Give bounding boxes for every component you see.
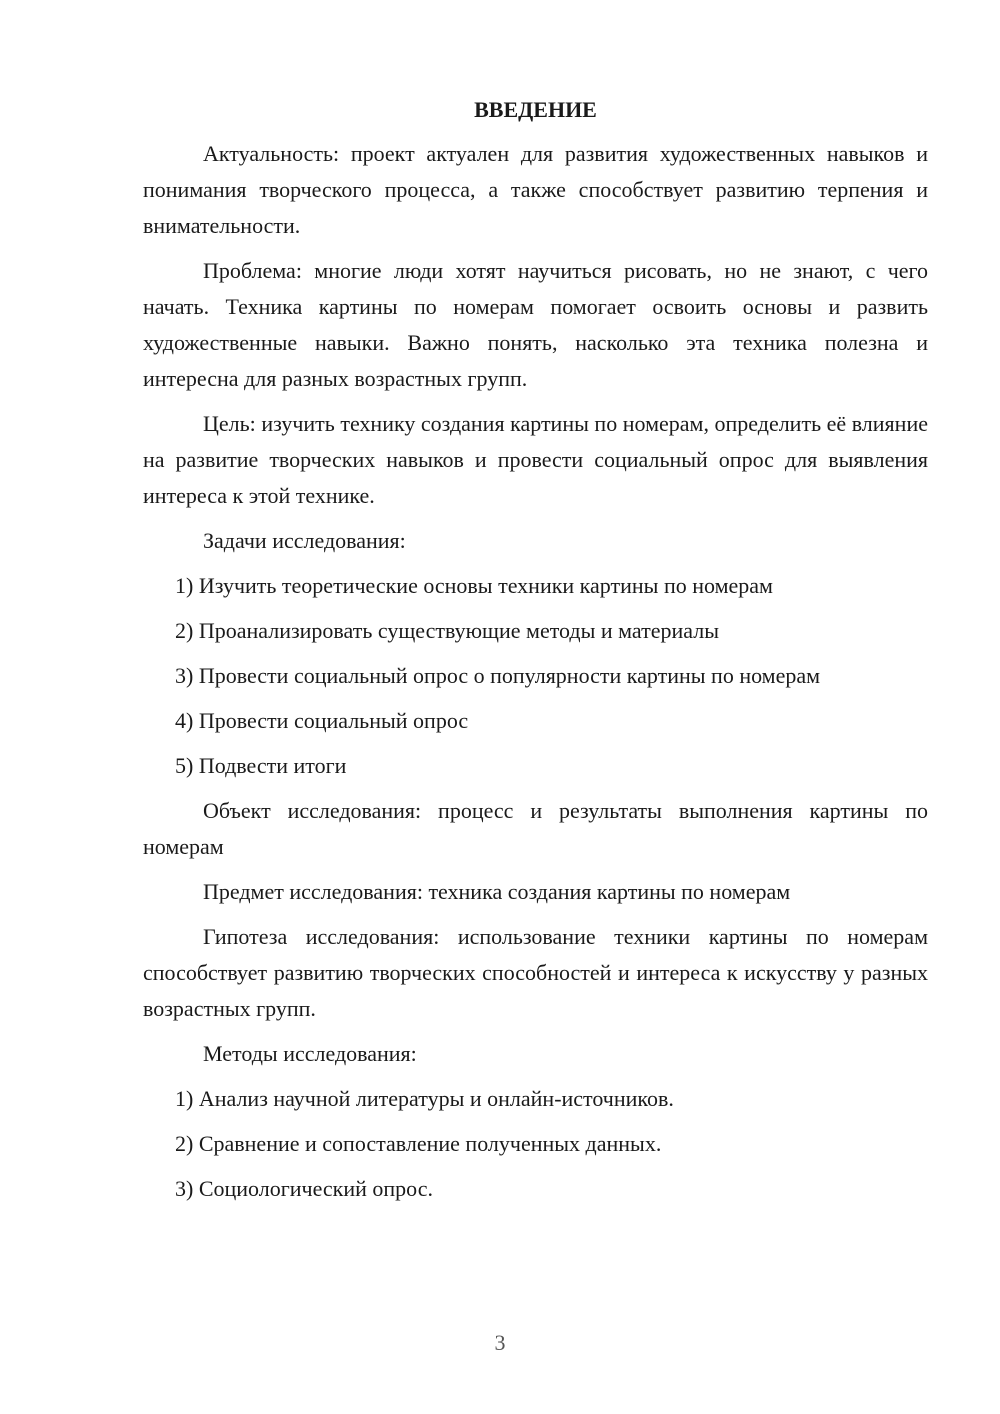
list-item: 5) Подвести итоги — [175, 753, 347, 778]
page-title: ВВЕДЕНИЕ — [474, 97, 597, 122]
relevance-paragraph: Актуальность: проект актуален для развития художественных навыков и понимания творческого процесса, а также способствует развитию терпения и внимательности. — [143, 141, 928, 238]
document-page — [143, 92, 928, 1216]
list-item: 4) Провести социальный опрос — [175, 708, 469, 733]
goal-paragraph: Цель: изучить технику создания картины по номерам, определить её влияние на развитие творческих навыков и провести социальный опрос для выявления интереса к этой технике. — [143, 411, 928, 508]
methods-list — [143, 1081, 928, 1207]
list-item: 1) Анализ научной литературы и онлайн-источников. — [175, 1086, 674, 1111]
tasks-list — [143, 568, 928, 784]
list-item: 2) Проанализировать существующие методы и материалы — [175, 618, 719, 643]
hypothesis-paragraph: Гипотеза исследования: использование техники картины по номерам способствует развитию творческих способностей и интереса к искусству у разных возрастных групп. — [143, 924, 928, 1021]
tasks-heading: Задачи исследования: — [203, 528, 406, 553]
list-item: 3) Провести социальный опрос о популярности картины по номерам — [175, 663, 821, 688]
methods-heading: Методы исследования: — [203, 1041, 417, 1066]
page-number: 3 — [494, 1330, 506, 1355]
list-item: 3) Социологический опрос. — [175, 1176, 433, 1201]
list-item: 2) Сравнение и сопоставление полученных данных. — [175, 1131, 662, 1156]
problem-paragraph: Проблема: многие люди хотят научиться рисовать, но не знают, с чего начать. Техника картины по номерам помогает освоить основы и развить художественные навыки. Важно понять, насколько эта техника полезна и интересна для разных возрастных групп. — [143, 258, 928, 391]
list-item: 1) Изучить теоретические основы техники картины по номерам — [175, 573, 773, 598]
object-paragraph: Объект исследования: процесс и результаты выполнения картины по номерам — [143, 798, 928, 859]
subject-paragraph: Предмет исследования: техника создания картины по номерам — [203, 879, 791, 904]
